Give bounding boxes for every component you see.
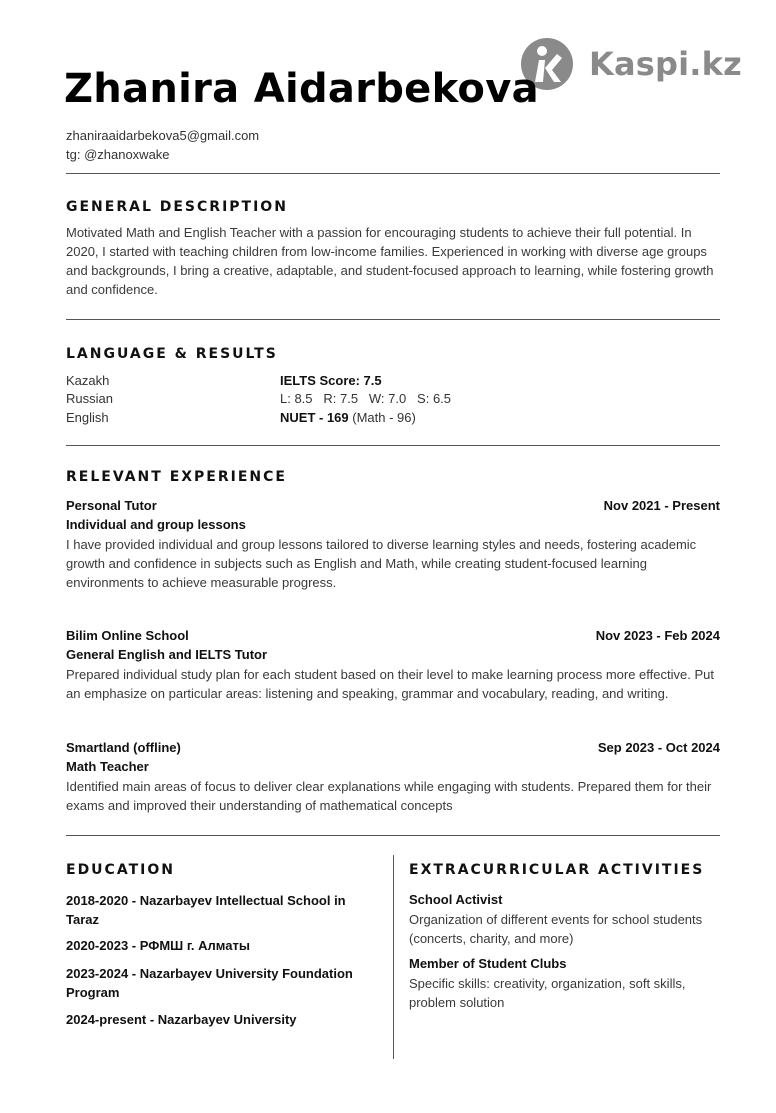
divider (66, 445, 720, 446)
job-dates: Sep 2023 - Oct 2024 (597, 740, 720, 755)
activity-title: School Activist (409, 892, 503, 907)
job-organization: Personal Tutor (66, 498, 157, 513)
education-item: 2020-2023 - РФМШ г. Алматы (66, 938, 250, 953)
section-title-education: EDUCATION (66, 862, 175, 878)
job-description: I have provided individual and group lessons tailored to diverse learning styles and needs, fostering academic growth and confidence in subjects such as English and Math, while creating student-focused learning environments to achieve measurable progress. (66, 537, 697, 590)
language-item: Kazakh (66, 373, 110, 388)
email-text: zhaniraaidarbekova5@gmail.com (66, 128, 260, 143)
language-item: Russian (66, 391, 113, 406)
section-title-experience: RELEVANT EXPERIENCE (66, 469, 287, 485)
job-description: Prepared individual study plan for each student based on their level to make learning process more effective. Put an emphasize on particular areas: listening and speaking, grammar and vocabulary, reading, and writing. (66, 667, 714, 701)
ielts-score: IELTS Score: 7.5 (280, 373, 382, 388)
divider (66, 319, 720, 320)
education-item: 2024-present - Nazarbayev University (66, 1012, 297, 1027)
brand-name: Kaspi.kz (589, 45, 742, 83)
brand-logo (521, 38, 742, 90)
divider (66, 835, 720, 836)
section-title-extracurricular: EXTRACURRICULAR ACTIVITIES (409, 862, 705, 878)
education-item: 2023-2024 - Nazarbayev University Foundation Program (66, 966, 353, 1000)
activity-title: Member of Student Clubs (409, 956, 567, 971)
job-dates: Nov 2021 - Present (603, 498, 720, 513)
experience-item (66, 628, 720, 703)
job-role: Individual and group lessons (66, 517, 246, 532)
candidate-name: Zhanira Aidarbekova (64, 66, 539, 112)
job-dates: Nov 2023 - Feb 2024 (595, 628, 720, 643)
job-organization: Bilim Online School (66, 628, 189, 643)
ielts-breakdown: L: 8.5 R: 7.5 W: 7.0 S: 6.5 (280, 391, 452, 406)
education-item: 2018-2020 - Nazarbayev Intellectual School in Taraz (66, 893, 346, 927)
language-item: English (66, 410, 109, 425)
nuet-detail: (Math - 96) (348, 410, 416, 425)
experience-item (66, 498, 720, 592)
job-description: Identified main areas of focus to deliver clear explanations while engaging with students. Prepared them for their exams and improved their understanding of mathematical concepts (66, 779, 712, 813)
nuet-result (280, 410, 416, 425)
job-organization: Smartland (offline) (66, 740, 181, 755)
column-divider (393, 855, 394, 1059)
telegram-text: tg: @zhanoxwake (66, 147, 170, 162)
job-role: Math Teacher (66, 759, 149, 774)
section-title-languages: LANGUAGE & RESULTS (66, 346, 278, 362)
section-title-general: GENERAL DESCRIPTION (66, 199, 288, 215)
activity-description: Organization of different events for school students (concerts, charity, and more) (409, 912, 703, 946)
activity-description: Specific skills: creativity, organization, soft skills, problem solution (409, 976, 686, 1010)
divider (66, 173, 720, 174)
job-role: General English and IELTS Tutor (66, 647, 268, 662)
experience-item (66, 740, 720, 815)
general-description: Motivated Math and English Teacher with a passion for encouraging students to achieve their full potential. In 2020, I started with teaching children from low-income families. Experienced in working with diverse age groups and backgrounds, I bring a creative, adaptable, and student-focused approach to learning, while fostering growth and confidence. (66, 225, 714, 297)
nuet-score: NUET - 169 (280, 410, 349, 425)
